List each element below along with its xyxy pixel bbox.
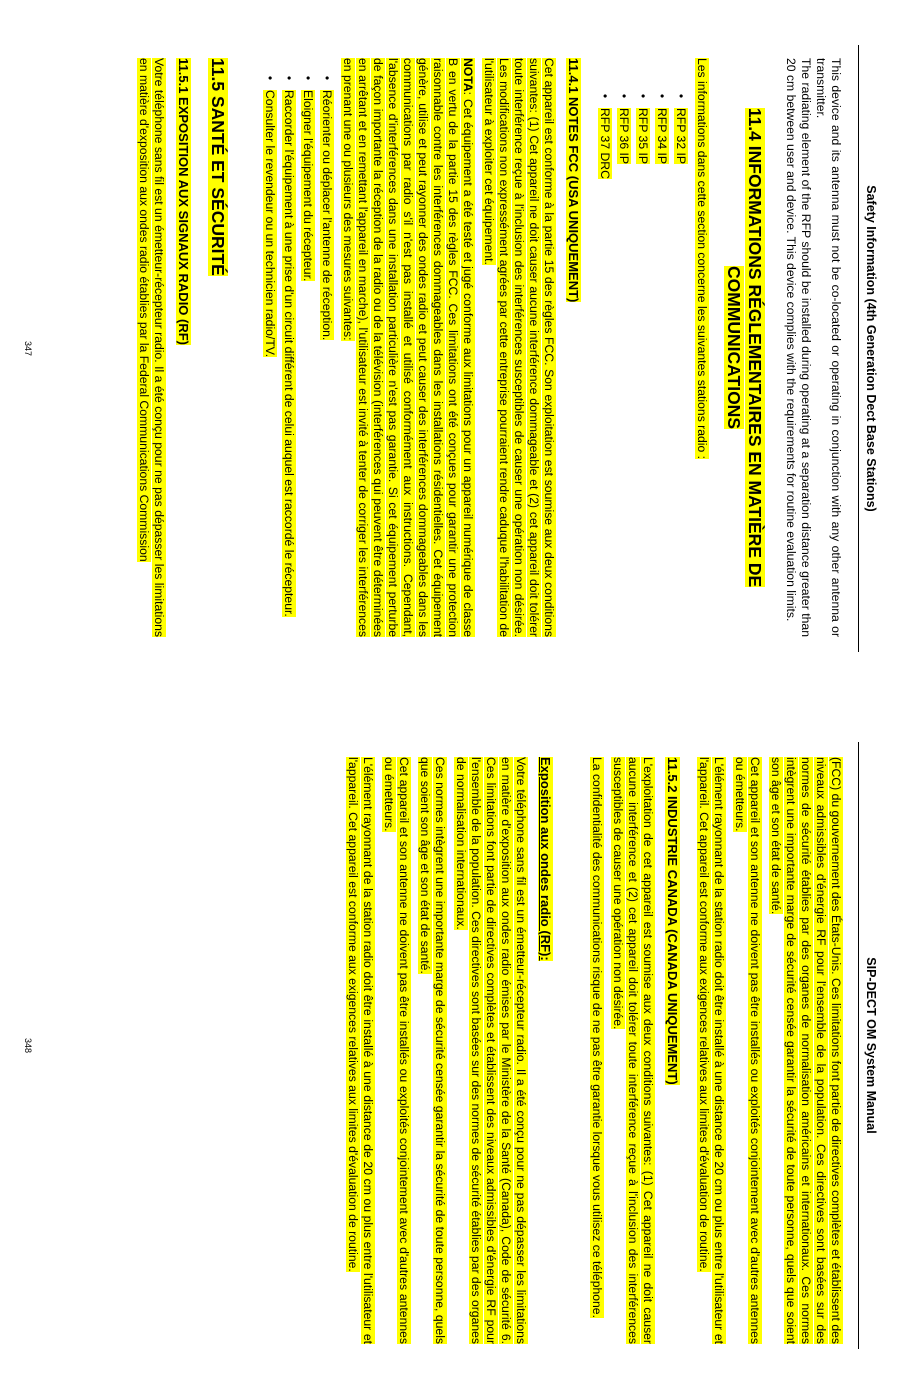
measure-text: Réorienter ou déplacer l'antenne de réception. xyxy=(320,90,334,341)
section-11-5-2-title: 11.5.2 INDUSTRIE CANADA (CANADA UNIQUEMENT) xyxy=(665,757,680,1085)
radiating-paragraph-2 xyxy=(345,757,375,1344)
nota-label: NOTA xyxy=(461,58,475,92)
station-name: RFP 36 IP xyxy=(617,108,631,164)
page-body xyxy=(130,58,843,637)
station-name: RFP 32 IP xyxy=(674,108,688,164)
section-11-5-1-title: 11.5.1 EXPOSITION AUX SIGNAUX RADIO (RF) xyxy=(176,58,191,346)
list-item xyxy=(673,93,688,637)
bullet-icon: • xyxy=(301,75,315,81)
bullet-icon: • xyxy=(598,93,612,99)
bullet-icon: • xyxy=(674,93,688,99)
privacy-paragraph xyxy=(589,757,604,1344)
canada-paragraph xyxy=(610,757,655,1344)
antenna-paragraph-2 xyxy=(381,757,411,1344)
nota-paragraph xyxy=(340,58,475,637)
section-11-5-title: 11.5 SANTÉ ET SÉCURITÉ xyxy=(208,58,228,276)
exposure-text: Votre téléphone sans fil est un émetteur-récepteur radio. Il a été conçu pour ne pas dépasser les limitations en matière d'exposition aux ondes radio émises par le Ministère de la Santé (Canada), Code de sécurité 6. Ces limitations font partie de directives complètes et établissent des niveaux admissibles d'énergie RF pour l'ensemble de la population. Ces directives sont basées sur des normes de sécurité établies par des organes de normalisation internationaux. xyxy=(454,757,528,1344)
stations-list xyxy=(597,58,688,637)
measure-text: Consulter le revendeur ou un technicien radio/TV. xyxy=(263,90,277,358)
rf-paragraph xyxy=(136,58,166,637)
section-11-5-2-heading xyxy=(665,757,680,1344)
stations-intro-text: Les informations dans cette section concerne les suivantes stations radio : xyxy=(695,58,709,460)
list-item xyxy=(281,75,296,637)
station-name: RFP 34 IP xyxy=(655,108,669,164)
rf-text: Votre téléphone sans fil est un émetteur-récepteur radio. Il a été conçu pour ne pas dépasser les limitations en matière d'exposition aux ondes radio établies par la Federal Communications Commission xyxy=(137,58,166,637)
page-348 xyxy=(0,697,901,1394)
list-item xyxy=(262,75,277,637)
privacy-text: La confidentialité des communications risque de ne pas être garantie lorsque vous utilisez ce téléphone. xyxy=(590,757,604,1318)
norms-paragraph xyxy=(417,757,447,1344)
bullet-icon: • xyxy=(263,75,277,81)
fcc-continued-paragraph xyxy=(768,757,843,1344)
list-item xyxy=(654,93,669,637)
antenna-paragraph xyxy=(732,757,762,1344)
section-11-5-heading xyxy=(207,58,228,637)
section-11-4-1-heading xyxy=(566,58,581,637)
page-body xyxy=(339,757,843,1344)
page-number: 347 xyxy=(23,340,33,357)
section-11-4-heading xyxy=(723,58,765,637)
measure-text: Raccorder l'équipement à une prise d'un circuit différent de celui auquel est raccordé le récepteur. xyxy=(282,90,296,617)
fcc-text: Cet appareil est conforme à la partie 15 des règles FCC. Son exploitation est soumise aux deux conditions suivantes: (1) Cet appareil ne doit causer aucune interférence dommageable et (2) cet appareil doit tolérer toute interférence reçue à l'inclusion des interférences susceptibles de causer une opération non désirée. Les modifications non expressément agrées par cette entreprise pourraient rendre caduque l'habilitation de l'utilisateur à exploiter cet équipement. xyxy=(482,58,556,637)
station-name: RFP 37 DRC xyxy=(598,108,612,179)
stations-intro xyxy=(694,58,709,637)
page-number: 348 xyxy=(23,1037,33,1054)
running-header: SIP-DECT OM System Manual xyxy=(858,742,878,1349)
fcc-paragraph xyxy=(481,58,556,637)
station-name: RFP 35 IP xyxy=(636,108,650,164)
exposure-paragraph xyxy=(453,757,528,1344)
antenna-text: Cet appareil et son antenne ne doivent pas être installés ou exploités conjointement avec d'autres antennes ou émetteurs. xyxy=(733,757,762,1344)
fcc-continued-text: (FCC) du gouvernement des États-Unis. Ces limitations font partie de directives complètes et établissent des niveaux admissibles d'énergie RF pour l'ensemble de la population. Ces directives sont basées sur des normes de sécurité établies par des organes de normalisation américains et internationaux. Ces normes intègrent une importante marge de sécurité censée garantir la sécurité de toute personne, quels que soient son âge et son état de santé. xyxy=(769,757,843,1344)
radiating-text: L'élément rayonnant de la station radio doit être installé à une distance de 20 cm ou plus entre l'utilisateur et l'appareil. Cet appareil est conforme aux exigences relatives aux limites d'évaluation de routine. xyxy=(697,757,726,1344)
antenna-text-2: Cet appareil et son antenne ne doivent pas être installés ou exploités conjointement avec d'autres antennes ou émetteurs. xyxy=(382,757,411,1344)
measures-list xyxy=(262,58,334,637)
section-11-4-title: 11.4 INFORMATIONS RÉGLEMENTAIRES EN MATIÈRE DE COMMUNICATIONS xyxy=(724,107,765,588)
section-11-5-1-heading xyxy=(176,58,191,637)
exposure-heading xyxy=(538,757,553,1344)
running-header: Safety Information (4th Generation Dect Base Stations) xyxy=(858,45,878,652)
intro-paragraph: This device and its antenna must not be co-located or operating in conjunction with any other antenna or transmitter. xyxy=(814,58,843,637)
section-11-4-1-title: 11.4.1 NOTES FCC (USA UNIQUEMENT) xyxy=(566,58,581,303)
radiating-text-2: L'élément rayonnant de la station radio doit être installé à une distance de 20 cm ou plus entre l'utilisateur et l'appareil. Cet appareil est conforme aux exigences relatives aux limites d'évaluation de routine. xyxy=(346,757,375,1344)
list-item xyxy=(616,93,631,637)
canada-text: L'exploitation de cet appareil est soumise aux deux conditions suivantes: (1) Cet appareil ne doit causer aucune interférence et (2) cet appareil doit tolérer toute interférence reçue à l'inclusion des interférences susceptibles de causer une opération non désirée. xyxy=(611,757,655,1344)
radiating-paragraph xyxy=(696,757,726,1344)
list-item xyxy=(597,93,612,637)
nota-highlight xyxy=(341,58,475,637)
nota-text: : Cet équipement a été testé et jugé conforme aux limitations pour un appareil numérique de classe B en vertu de la partie 15 des règles FCC. Ces limitations ont été conçues pour garantir une protection raisonnable contre les interférences dommageables dans les installations résidentielles. Cet équipement génère, utilise et peut rayonner des ondes radio et peut causer des interférences dommageables dans les communications par radio s'il n'est pas installé et utilisé conformément aux instructions. Cependant, l'absence d'interférences dans une installation particulière n'est pas garantie. Si cet équipement perturbe de façon importante la réception de la radio ou de la télévision (interférences qui peuvent être déterminées en arrêtant et en remettant l'appareil en marche), l'utilisateur est invité à tenter de corriger les interférences en prenant une ou plusieurs des mesures suivantes: xyxy=(341,58,475,637)
bullet-icon: • xyxy=(617,93,631,99)
measure-text: Eloigner l'équipement du récepteur. xyxy=(301,90,315,282)
exposure-heading-text: Exposition aux ondes radio (RF): xyxy=(538,757,553,961)
norms-text: Ces normes intègrent une importante marge de sécurité censée garantir la sécurité de toute personne, quels que soient son âge et son état de santé. xyxy=(418,757,447,1344)
intro-paragraph-2: The radiating element of the RFP should be installed during operating at a separation distance greater than 20 cm between user and device. This device complies with the requirements for routine evaluation limits. xyxy=(784,58,813,637)
spacer xyxy=(569,757,583,1344)
list-item xyxy=(319,75,334,637)
list-item xyxy=(635,93,650,637)
bullet-icon: • xyxy=(655,93,669,99)
bullet-icon: • xyxy=(320,75,334,81)
bullet-icon: • xyxy=(636,93,650,99)
list-item xyxy=(300,75,315,637)
bullet-icon: • xyxy=(282,75,296,81)
